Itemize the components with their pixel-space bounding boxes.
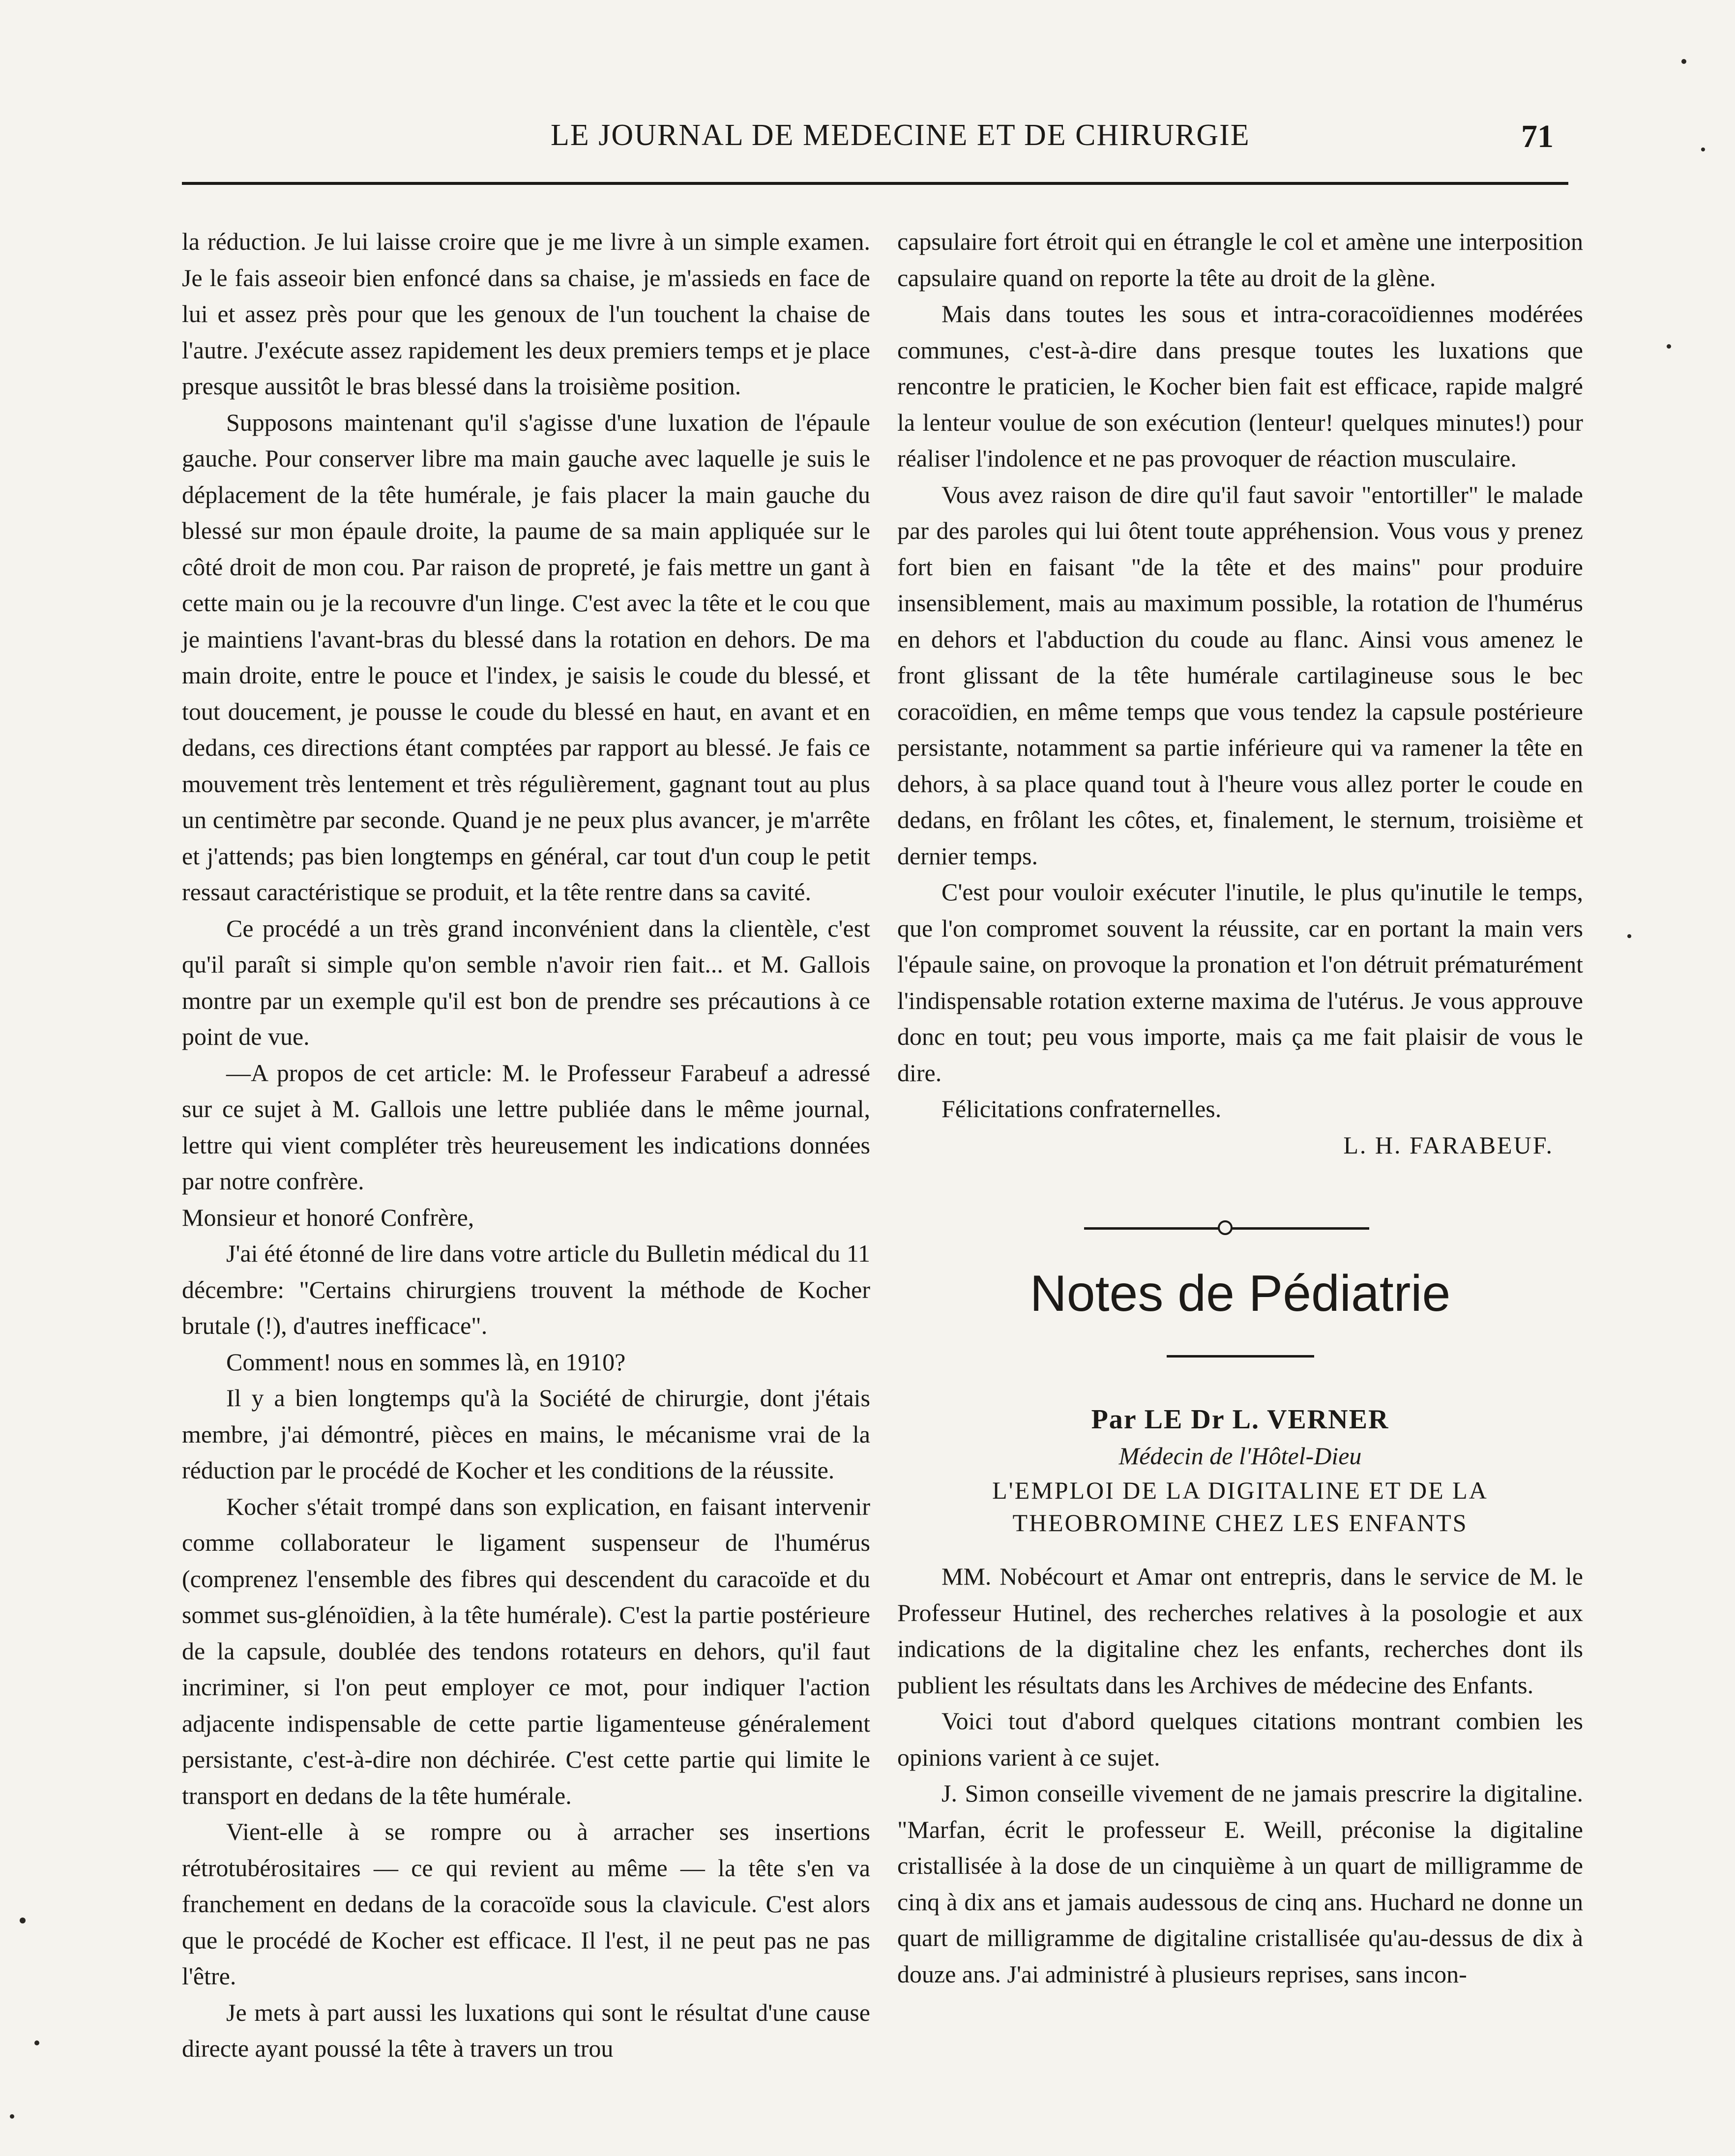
left-column	[182, 224, 870, 2067]
paragraph: Supposons maintenant qu'il s'agisse d'une luxation de l'épaule gauche. Pour conserver libre ma main gauche avec laquelle je suis le déplacement de la tête humérale, je fais placer la main gauche du blessé sur mon épaule droite, la paume de sa main appliquée sur le côté droit de mon cou. Par raison de propreté, je fais mettre un gant à cette main ou je la recouvre d'un linge. C'est avec la tête et le cou que je maintiens l'avant-bras du blessé dans la rotation en dehors. De ma main droite, entre le pouce et l'index, je saisis le coude du blessé, et tout doucement, je pousse le coude du blessé en haut, en avant et en dedans, ces directions étant comptées par rapport au blessé. Je fais ce mouvement très lentement et très régulièrement, gagnant tout au plus un centimètre par seconde. Quand je ne peux plus avancer, je m'arrête et j'attends; pas bien longtemps en général, car tout d'un coup le petit ressaut caractéristique se produit, et la tête rentre dans sa cavité.	[182, 408, 870, 906]
paragraph: Vous avez raison de dire qu'il faut savoir "entortiller" le malade par des paroles qui lui ôtent toute appréhension. Vous vous y prenez fort bien en faisant "de la tête et des mains" pour produire insensiblement, mais au maximum possible, la rotation de l'humérus en dehors et l'abduction du coude au flanc. Ainsi vous amenez le front glissant de la tête humérale cartilagineuse sous le bec coracoïdien, en même temps que vous tendez la capsule postérieure persistante, notamment sa partie inférieure qui va ramener la tête en dehors, à sa place quand tout à l'heure vous allez porter le coude en dedans, en frôlant les côtes, et, finalement, le sternum, troisième et dernier temps.	[897, 480, 1583, 870]
paragraph: C'est pour vouloir exécuter l'inutile, le plus qu'inutile le temps, que l'on compromet souvent la réussite, car en portant la main vers l'épaule saine, on provoque la pronation et l'on détruit prématurément l'indispensable rotation externe maxima de l'utérus. Je vous approuve donc en tout; peu vous importe, mais ça me fait plaisir de vous le dire.	[897, 878, 1583, 1087]
signature: L. H. FARABEUF.	[1343, 1131, 1554, 1159]
paragraph: Comment! nous en sommes là, en 1910?	[226, 1348, 626, 1376]
paragraph: Vient-elle à se rompre ou à arracher ses insertions rétrotubérositaires — ce qui revient au même — la tête s'en va franchement en dedans de la coracoïde sous la clavicule. C'est alors que le procédé de Kocher est efficace. Il l'est, il ne peut pas ne pas l'être.	[182, 1818, 870, 1990]
letter-salutation: Monsieur et honoré Confrère,	[182, 1203, 474, 1231]
paragraph: Mais dans toutes les sous et intra-coracoïdiennes modérées communes, c'est-à-dire dans presque toutes les luxations que rencontre le praticien, le Kocher bien fait est efficace, rapide malgré la lenteur voulue de son exécution (lenteur! quelques minutes!) pour réaliser l'indolence et ne pas provoquer de réaction musculaire.	[897, 300, 1583, 472]
running-header	[187, 118, 1573, 157]
scan-speck	[1627, 934, 1631, 938]
scan-speck	[1681, 59, 1686, 64]
paragraph: Je mets à part aussi les luxations qui sont le résultat d'une cause directe ayant poussé la tête à travers un trou	[182, 1998, 870, 2062]
article-title: L'EMPLOI DE LA DIGITALINE ET DE LA THEOBROMINE CHEZ LES ENFANTS	[992, 1477, 1488, 1536]
paragraph: J'ai été étonné de lire dans votre article du Bulletin médical du 11 décembre: "Certains chirurgiens trouvent la méthode de Kocher brutale (!), d'autres inefficace".	[182, 1240, 870, 1339]
title-rule	[1167, 1355, 1314, 1358]
paragraph: Ce procédé a un très grand inconvénient dans la clientèle, c'est qu'il paraît si simple qu'on semble n'avoir rien fait... et M. Gallois montre par un exemple qu'il est bon de prendre ses précautions à ce point de vue.	[182, 914, 870, 1050]
ornamental-rule	[897, 1217, 1583, 1237]
scan-speck	[34, 2040, 39, 2045]
scan-speck	[1701, 148, 1705, 151]
scan-speck	[1667, 344, 1671, 349]
paragraph: la réduction. Je lui laisse croire que je me livre à un simple examen. Je le fais asseoir bien enfoncé dans sa chaise, je m'assieds en face de lui et assez près pour que les genoux de l'un touchent la chaise de l'autre. J'exécute assez rapidement les deux premiers temps et je place presque aussitôt le bras blessé dans la troisième position.	[182, 228, 870, 400]
author-affiliation: Médecin de l'Hôtel-Dieu	[1118, 1442, 1362, 1470]
paragraph: Voici tout d'abord quelques citations montrant combien les opinions varient à ce sujet.	[897, 1707, 1583, 1771]
page-number: 71	[1521, 118, 1554, 154]
right-column	[897, 224, 1583, 1992]
section-title: Notes de Pédiatrie	[1029, 1265, 1451, 1322]
paragraph: capsulaire fort étroit qui en étrangle le col et amène une interposition capsulaire quand on reporte la tête au droit de la glène.	[897, 228, 1583, 292]
paragraph: —A propos de cet article: M. le Professeur Farabeuf a adressé sur ce sujet à M. Gallois une lettre publiée dans le même journal, lettre qui vient compléter très heureusement les indications données par notre confrère.	[182, 1059, 870, 1195]
scan-speck	[20, 1918, 26, 1923]
byline: Par LE Dr L. VERNER	[1091, 1404, 1389, 1435]
paragraph: J. Simon conseille vivement de ne jamais prescrire la digitaline. "Marfan, écrit le professeur E. Weill, préconise la digitaline cristallisée à la dose de un cinquième à un quart de milligramme de cinq à dix ans et jamais audessous de cinq ans. Huchard ne donne un quart de milligramme de digitaline cristallisée qu'au-dessus de dix à douze ans. J'ai administré à plusieurs reprises, sans incon-	[897, 1779, 1583, 1988]
paragraph: Il y a bien longtemps qu'à la Société de chirurgie, dont j'étais membre, j'ai démontré, pièces en mains, le mécanisme vrai de la réduction par le procédé de Kocher et les conditions de la réussite.	[182, 1384, 870, 1484]
letter-closing: Félicitations confraternelles.	[941, 1095, 1222, 1122]
paragraph: MM. Nobécourt et Amar ont entrepris, dans le service de M. le Professeur Hutinel, des recherches relatives à la posologie et aux indications de la digitaline chez les enfants, recherches dont ils publient les résultats dans les Archives de médecine des Enfants.	[897, 1563, 1583, 1699]
paragraph: Kocher s'était trompé dans son explication, en faisant intervenir comme collaborateur le ligament suspenseur de l'humérus (comprenez l'ensemble des fibres qui descendent du caracoïde et du sommet sus-glénoïdien, à la tête humérale). C'est la partie postérieure de la capsule, doublée des tendons rotateurs en dehors, qu'il faut incriminer, si l'on peut employer ce mot, pour indiquer l'action adjacente indispensable de cette partie ligamenteuse généralement persistante, c'est-à-dire non déchirée. C'est cette partie qui limite le transport en dedans de la tête humérale.	[182, 1492, 870, 1809]
journal-title: LE JOURNAL DE MEDECINE ET DE CHIRURGIE	[551, 118, 1250, 152]
scan-speck	[10, 2114, 14, 2119]
ornamental-rule-dot	[1218, 1220, 1233, 1235]
header-rule	[182, 182, 1568, 185]
